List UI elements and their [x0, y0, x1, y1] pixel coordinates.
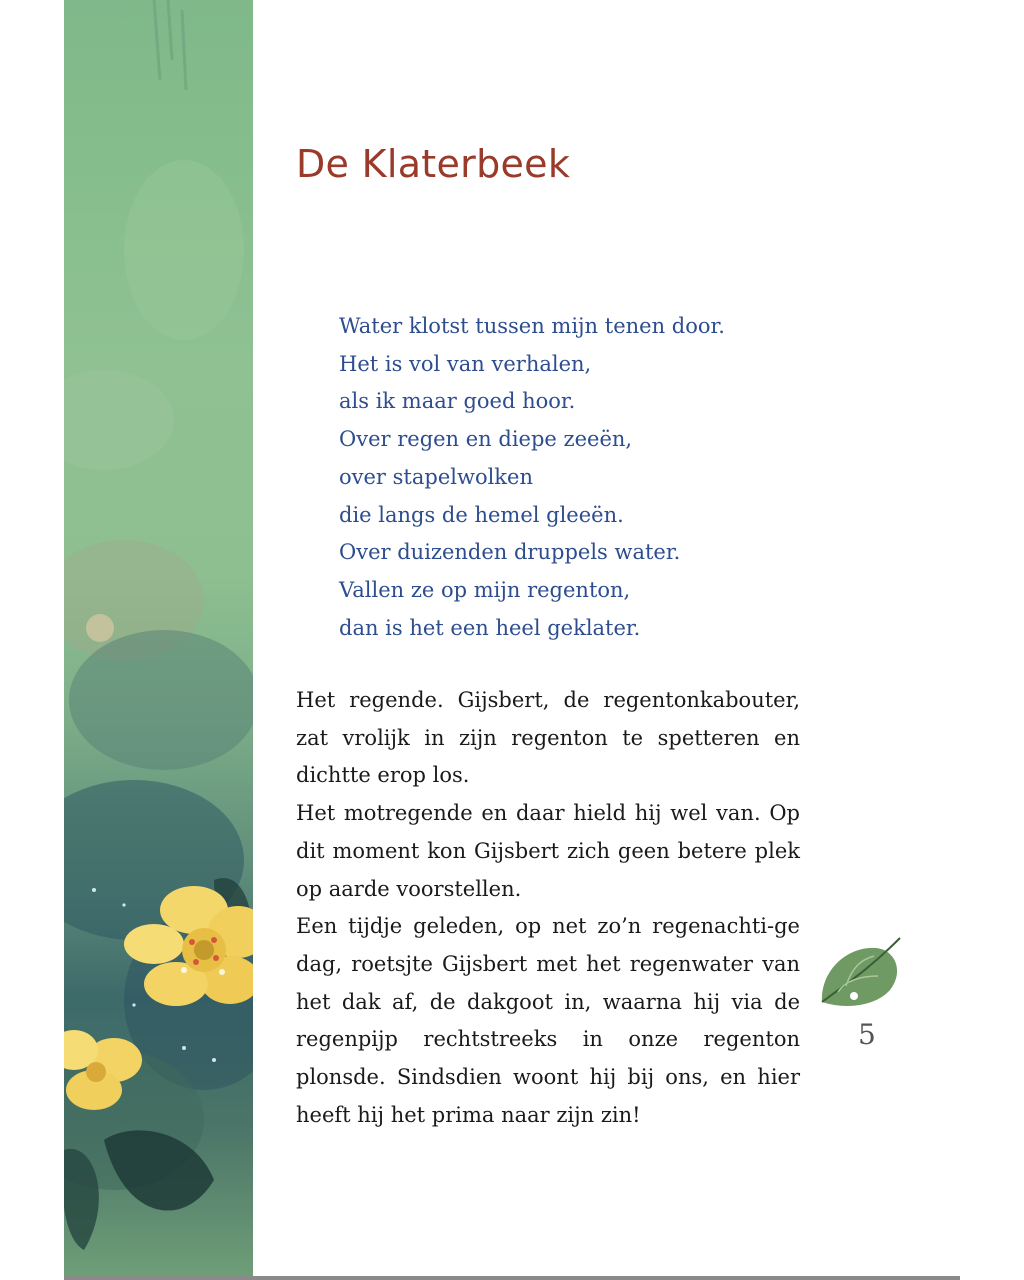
paragraph: Een tijdje geleden, op net zo’n regenachti-ge dag, roetsjte Gijsbert met het regenwater van het dak af, de dakgoot in, waarna hij via de regenpijp rechtstreeks in onze regenton plonsde. Sindsdien woont hij bij ons, en hier heeft hij het prima naar zijn zin! — [296, 914, 800, 1127]
poem-line: Over duizenden druppels water. — [339, 540, 681, 565]
poem-line: Vallen ze op mijn regenton, — [339, 577, 631, 602]
page-number: 5 — [858, 1018, 876, 1051]
paragraph: Het regende. Gijsbert, de regentonkabouter, zat vrolijk in zijn regenton te spetteren en dichtte erop los. — [296, 688, 800, 788]
poem-line: over stapelwolken — [339, 464, 533, 489]
poem — [339, 308, 799, 647]
poem-line: Het is vol van verhalen, — [339, 351, 592, 376]
watercolor-illustration — [64, 0, 253, 1280]
poem-line: die langs de hemel gleeën. — [339, 502, 624, 527]
poem-line: Over regen en diepe zeeën, — [339, 427, 633, 452]
story-text — [296, 682, 800, 1134]
poem-line: Water klotst tussen mijn tenen door. — [339, 314, 725, 338]
poem-line: als ik maar goed hoor. — [339, 389, 576, 414]
poem-line: dan is het een heel geklater. — [339, 615, 641, 640]
bottom-rule — [64, 1276, 960, 1280]
chapter-title: De Klaterbeek — [296, 142, 571, 186]
paragraph: Het motregende en daar hield hij wel van. Op dit moment kon Gijsbert zich geen betere plek op aarde voorstellen. — [296, 801, 800, 901]
leaf-icon — [816, 932, 906, 1012]
flower-painting — [64, 0, 253, 1280]
